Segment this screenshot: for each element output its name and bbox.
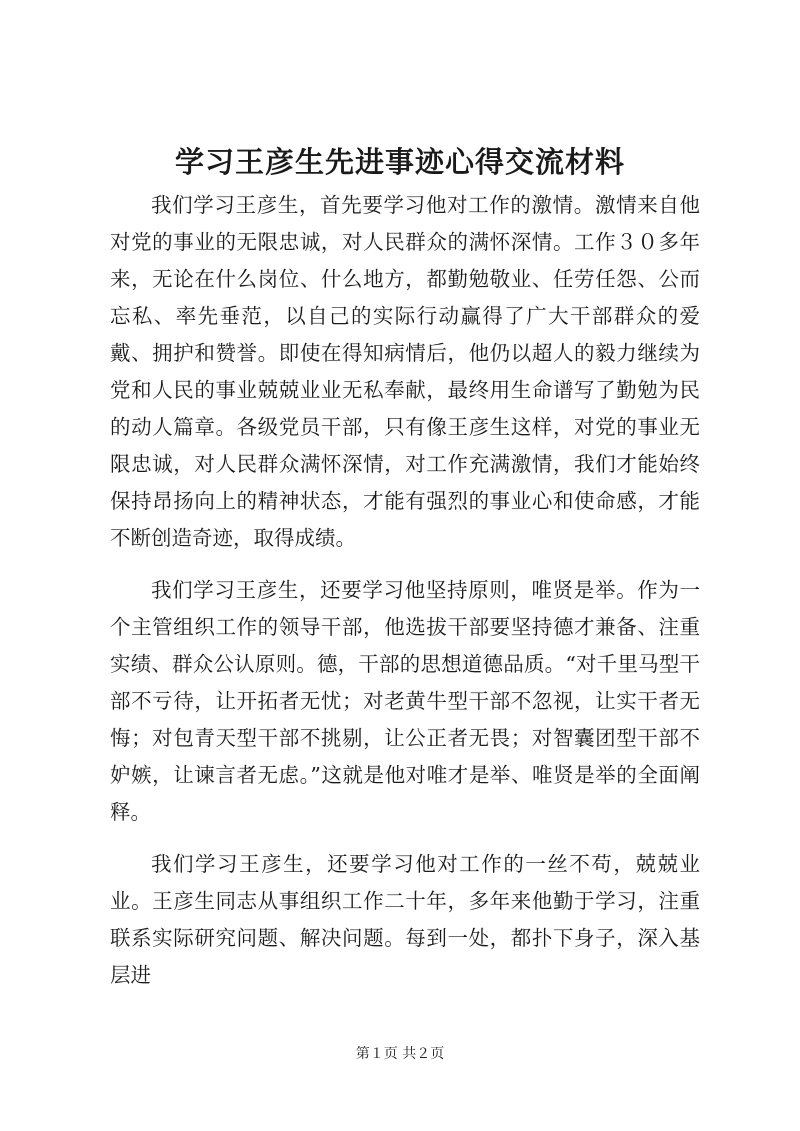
document-title: 学习王彦生先进事迹心得交流材料	[174, 145, 625, 179]
paragraph-1: 我们学习王彦生，首先要学习他对工作的激情。激情来自他对党的事业的无限忠诚，对人民群众的满怀深情。工作３０多年来，无论在什么岗位、什么地方，都勤勉敬业、任劳任怨、公而忘私、率先垂范，以自己的实际行动赢得了广大干部群众的爱戴、拥护和赞誉。即使在得知病情后，他仍以超人的毅力继续为党和人民的事业兢兢业业无私奉献，最终用生命谱写了勤勉为民的动人篇章。各级党员干部，只有像王彦生这样，对党的事业无限忠诚，对人民群众满怀深情，对工作充满激情，我们才能始终保持昂扬向上的精神状态，才能有强烈的事业心和使命感，才能不断创造奇迹，取得成绩。	[110, 193, 700, 550]
paragraph-3: 我们学习王彦生，还要学习他对工作的一丝不苟，兢兢业业。王彦生同志从事组织工作二十年，多年来他勤于学习，注重联系实际研究问题、解决问题。每到一处，都扑下身子，深入基层进	[110, 852, 700, 987]
paragraph-2: 我们学习王彦生，还要学习他坚持原则，唯贤是举。作为一个主管组织工作的领导干部，他选拔干部要坚持德才兼备、注重实绩、群众公认原则。德，干部的思想道德品质。“对千里马型干部不亏待，让开拓者无忧；对老黄牛型干部不忽视，让实干者无悔；对包青天型干部不挑剔，让公正者无畏；对智囊团型干部不妒嫉，让谏言者无虑。”这就是他对唯才是举、唯贤是举的全面阐释。	[110, 578, 700, 824]
page-number-footer: 第１页 共２页	[355, 1046, 445, 1062]
document-body	[110, 187, 700, 1009]
